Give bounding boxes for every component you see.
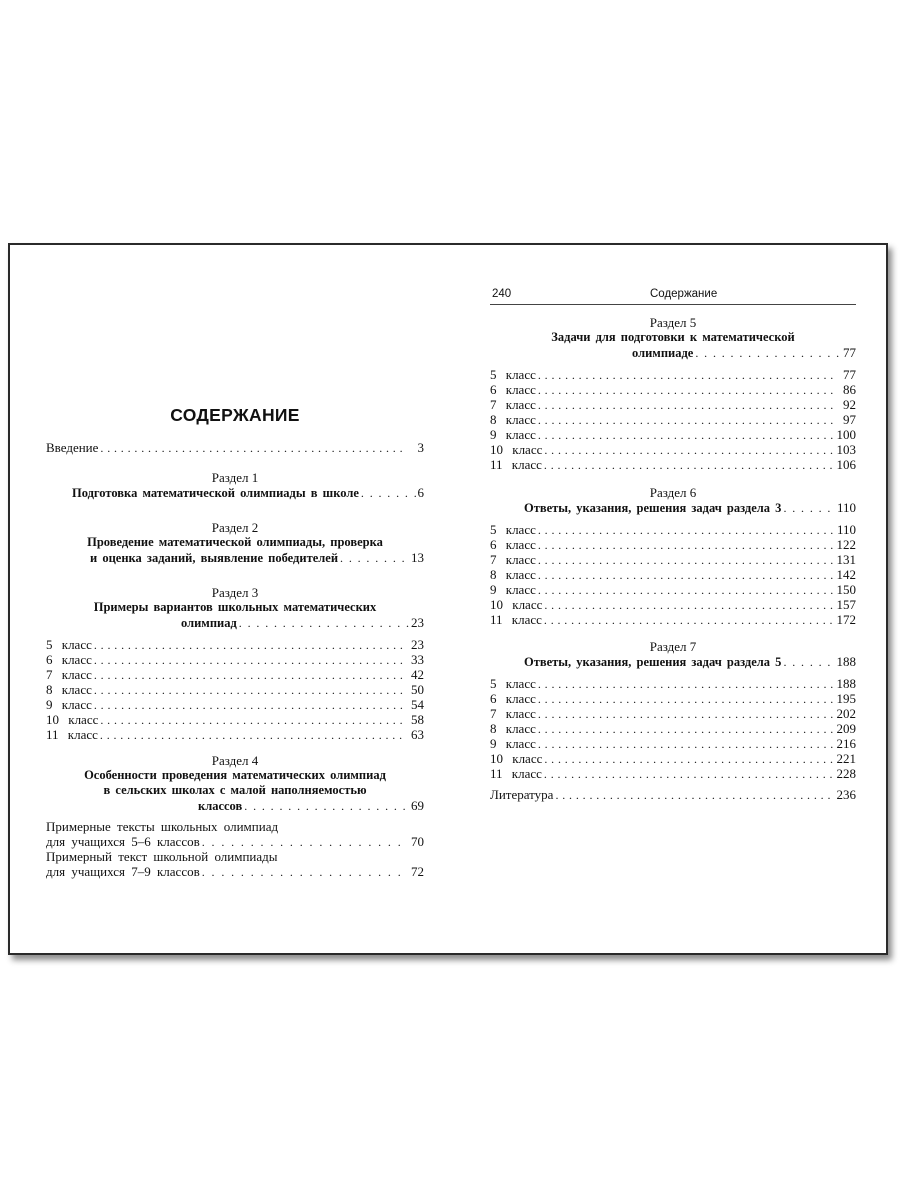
toc-row-subitem[interactable] bbox=[46, 834, 424, 849]
section-6 bbox=[490, 485, 856, 627]
section-heading: Раздел 5 bbox=[649, 315, 697, 330]
section-4 bbox=[46, 753, 424, 879]
section-title-row[interactable] bbox=[490, 654, 856, 669]
toc-row-grade[interactable] bbox=[46, 682, 424, 697]
row-page: 13 bbox=[411, 550, 424, 565]
section-title: олимпиад bbox=[181, 616, 237, 630]
row-page: 58 bbox=[411, 712, 424, 727]
toc-row-literature[interactable] bbox=[490, 787, 856, 802]
subitem-line: Примерные тексты школьных олимпиад bbox=[46, 819, 279, 834]
dot-leader bbox=[538, 412, 836, 428]
toc-row-grade[interactable] bbox=[490, 522, 856, 537]
toc-row-intro[interactable] bbox=[46, 440, 424, 455]
dot-leader bbox=[538, 706, 835, 722]
section-title-line: Особенности проведения математических олимпиад bbox=[84, 768, 386, 782]
row-page: 106 bbox=[836, 457, 856, 472]
toc-row-grade[interactable] bbox=[490, 691, 856, 706]
row-page: 131 bbox=[836, 552, 856, 567]
dot-leader bbox=[538, 427, 835, 443]
toc-row-grade[interactable] bbox=[490, 597, 856, 612]
section-title: Подготовка математической олимпиады в школе bbox=[72, 486, 359, 500]
section-heading: Раздел 1 bbox=[211, 470, 259, 485]
row-label: 10 класс bbox=[490, 442, 543, 457]
dot-leader bbox=[100, 440, 404, 456]
dot-leader bbox=[538, 567, 835, 583]
toc-row-grade[interactable] bbox=[46, 712, 424, 727]
toc-literature bbox=[490, 787, 856, 802]
section-title: классов bbox=[198, 799, 243, 813]
section-title-row[interactable] bbox=[46, 798, 424, 813]
running-title: Содержание bbox=[650, 288, 718, 300]
row-page: 63 bbox=[411, 727, 424, 742]
row-label: 10 класс bbox=[490, 597, 543, 612]
dot-leader bbox=[783, 655, 834, 670]
row-label: 5 класс bbox=[490, 676, 536, 691]
dot-leader bbox=[538, 537, 835, 553]
row-label: 5 класс bbox=[490, 522, 536, 537]
row-page: 33 bbox=[411, 652, 424, 667]
toc-row-grade[interactable] bbox=[490, 766, 856, 781]
row-label: 9 класс bbox=[46, 697, 92, 712]
dot-leader bbox=[544, 766, 835, 782]
section-1 bbox=[46, 470, 424, 500]
row-label: 9 класс bbox=[490, 582, 536, 597]
dot-leader bbox=[361, 486, 416, 501]
right-page bbox=[490, 245, 856, 953]
row-page: 188 bbox=[836, 654, 856, 669]
dot-leader bbox=[538, 397, 836, 413]
dot-leader bbox=[538, 721, 835, 737]
row-label: 10 класс bbox=[46, 712, 99, 727]
row-label: 8 класс bbox=[490, 412, 536, 427]
row-page: 100 bbox=[836, 427, 856, 442]
row-label: для учащихся 5–6 классов bbox=[46, 834, 200, 849]
row-page: 97 bbox=[843, 412, 856, 427]
toc-title: СОДЕРЖАНИЕ bbox=[170, 405, 300, 425]
row-label: Литература bbox=[490, 787, 554, 802]
row-label: 6 класс bbox=[490, 537, 536, 552]
dot-leader bbox=[544, 751, 834, 767]
section-heading: Раздел 4 bbox=[211, 753, 259, 768]
section-title-line: Примеры вариантов школьных математических bbox=[93, 600, 377, 614]
toc-row-grade[interactable] bbox=[490, 457, 856, 472]
toc-row-grade[interactable] bbox=[490, 721, 856, 736]
section-heading: Раздел 6 bbox=[649, 485, 697, 500]
dot-leader bbox=[538, 367, 836, 383]
section-2 bbox=[46, 520, 424, 565]
section-7 bbox=[490, 639, 856, 781]
row-label: 6 класс bbox=[490, 691, 536, 706]
row-page: 228 bbox=[836, 766, 856, 781]
row-page: 42 bbox=[411, 667, 424, 682]
row-page: 209 bbox=[836, 721, 856, 736]
section-title-row[interactable] bbox=[490, 345, 856, 360]
toc-row-grade[interactable] bbox=[46, 697, 424, 712]
section-title: и оценка заданий, выявление победителей bbox=[90, 551, 339, 565]
toc-row-grade[interactable] bbox=[490, 582, 856, 597]
row-page: 110 bbox=[836, 500, 856, 515]
dot-leader bbox=[94, 682, 404, 698]
row-page: 188 bbox=[836, 676, 856, 691]
row-label: 9 класс bbox=[490, 736, 536, 751]
dot-leader bbox=[538, 382, 836, 398]
section-title-row[interactable] bbox=[46, 485, 424, 500]
row-label: 8 класс bbox=[46, 682, 92, 697]
toc-row-grade[interactable] bbox=[46, 652, 424, 667]
dot-leader bbox=[202, 834, 404, 850]
row-label: 5 класс bbox=[490, 367, 536, 382]
dot-leader bbox=[100, 712, 404, 728]
dot-leader bbox=[239, 616, 409, 631]
row-label: 7 класс bbox=[490, 397, 536, 412]
row-page: 54 bbox=[411, 697, 424, 712]
row-label: 7 класс bbox=[490, 706, 536, 721]
section-title-line: в сельских школах с малой наполняемостью bbox=[103, 783, 367, 797]
toc-row-grade[interactable] bbox=[490, 427, 856, 442]
row-page: 157 bbox=[836, 597, 856, 612]
dot-leader bbox=[544, 612, 835, 628]
toc-row-grade[interactable] bbox=[490, 397, 856, 412]
row-page: 221 bbox=[836, 751, 856, 766]
section-heading: Раздел 7 bbox=[649, 639, 697, 654]
dot-leader bbox=[538, 676, 835, 692]
row-label: 9 класс bbox=[490, 427, 536, 442]
section-title-row[interactable] bbox=[46, 615, 424, 630]
row-label: 11 класс bbox=[490, 612, 542, 627]
row-page: 50 bbox=[411, 682, 424, 697]
row-label: 7 класс bbox=[490, 552, 536, 567]
row-page: 122 bbox=[836, 537, 856, 552]
row-page: 103 bbox=[836, 442, 856, 457]
row-page: 150 bbox=[836, 582, 856, 597]
row-page: 236 bbox=[836, 787, 856, 802]
toc-row-grade[interactable] bbox=[490, 751, 856, 766]
toc-row-grade[interactable] bbox=[490, 537, 856, 552]
dot-leader bbox=[100, 727, 404, 743]
dot-leader bbox=[94, 697, 404, 713]
row-page: 195 bbox=[836, 691, 856, 706]
toc-row-grade[interactable] bbox=[490, 382, 856, 397]
section-title: Ответы, указания, решения задач раздела 3 bbox=[524, 501, 782, 515]
row-page: 86 bbox=[843, 382, 856, 397]
row-page: 70 bbox=[411, 834, 424, 849]
toc-intro bbox=[46, 440, 424, 455]
page-number: 240 bbox=[492, 288, 512, 300]
toc-row-grade[interactable] bbox=[490, 736, 856, 751]
row-page: 77 bbox=[843, 345, 856, 360]
dot-leader bbox=[538, 522, 835, 538]
dot-leader bbox=[544, 442, 834, 458]
toc-row-grade[interactable] bbox=[490, 676, 856, 691]
row-page: 23 bbox=[411, 615, 424, 630]
section-3 bbox=[46, 585, 424, 742]
row-page: 216 bbox=[836, 736, 856, 751]
toc-row-grade[interactable] bbox=[46, 667, 424, 682]
toc-row-grade[interactable] bbox=[490, 612, 856, 627]
row-page: 202 bbox=[836, 706, 856, 721]
toc-row-grade[interactable] bbox=[490, 442, 856, 457]
row-label: 6 класс bbox=[46, 652, 92, 667]
dot-leader bbox=[538, 552, 835, 568]
dot-leader bbox=[538, 582, 835, 598]
toc-row-grade[interactable] bbox=[490, 706, 856, 721]
section-heading: Раздел 3 bbox=[211, 585, 259, 600]
dot-leader bbox=[94, 652, 404, 668]
toc-row-grade[interactable] bbox=[490, 552, 856, 567]
row-label: для учащихся 7–9 классов bbox=[46, 864, 200, 879]
section-title-line: Задачи для подготовки к математической bbox=[551, 330, 795, 344]
row-page: 3 bbox=[417, 440, 424, 455]
row-label: 8 класс bbox=[490, 567, 536, 582]
row-label: 6 класс bbox=[490, 382, 536, 397]
section-heading: Раздел 2 bbox=[211, 520, 259, 535]
row-label: 10 класс bbox=[490, 751, 543, 766]
row-label: 11 класс bbox=[490, 457, 542, 472]
toc-row-grade[interactable] bbox=[46, 727, 424, 742]
dot-leader bbox=[538, 736, 835, 752]
section-title: Ответы, указания, решения задач раздела 5 bbox=[524, 655, 782, 669]
row-label: 11 класс bbox=[490, 766, 542, 781]
section-5 bbox=[490, 315, 856, 472]
running-head bbox=[490, 288, 856, 305]
left-page bbox=[46, 245, 424, 953]
row-page: 142 bbox=[836, 567, 856, 582]
dot-leader bbox=[538, 691, 835, 707]
dot-leader bbox=[340, 551, 409, 566]
row-page: 110 bbox=[836, 522, 856, 537]
row-label: 7 класс bbox=[46, 667, 92, 682]
section-title-line: Проведение математической олимпиады, проверка bbox=[87, 535, 383, 549]
dot-leader bbox=[555, 787, 834, 803]
row-page: 92 bbox=[843, 397, 856, 412]
dot-leader bbox=[695, 346, 841, 361]
dot-leader bbox=[94, 637, 404, 653]
dot-leader bbox=[244, 799, 409, 814]
row-page: 6 bbox=[417, 485, 424, 500]
dot-leader bbox=[544, 597, 834, 613]
dot-leader bbox=[94, 667, 404, 683]
row-label: 5 класс bbox=[46, 637, 92, 652]
row-page: 77 bbox=[843, 367, 856, 382]
dot-leader bbox=[783, 501, 835, 516]
row-page: 69 bbox=[411, 798, 424, 813]
row-page: 23 bbox=[411, 637, 424, 652]
toc-row-grade[interactable] bbox=[490, 367, 856, 382]
dot-leader bbox=[544, 457, 835, 473]
section-title: олимпиаде bbox=[632, 346, 694, 360]
row-page: 172 bbox=[836, 612, 856, 627]
book-spread bbox=[8, 243, 888, 955]
dot-leader bbox=[202, 864, 404, 880]
row-label: 8 класс bbox=[490, 721, 536, 736]
toc-row-grade[interactable] bbox=[46, 637, 424, 652]
toc-row-subitem[interactable] bbox=[46, 864, 424, 879]
section-title-row[interactable] bbox=[490, 500, 856, 515]
row-page: 72 bbox=[411, 864, 424, 879]
section-title-row[interactable] bbox=[46, 550, 424, 565]
row-label: 11 класс bbox=[46, 727, 98, 742]
toc-row-grade[interactable] bbox=[490, 567, 856, 582]
row-label: Введение bbox=[46, 440, 99, 455]
toc-row-grade[interactable] bbox=[490, 412, 856, 427]
subitem-line: Примерный текст школьной олимпиады bbox=[46, 849, 278, 864]
